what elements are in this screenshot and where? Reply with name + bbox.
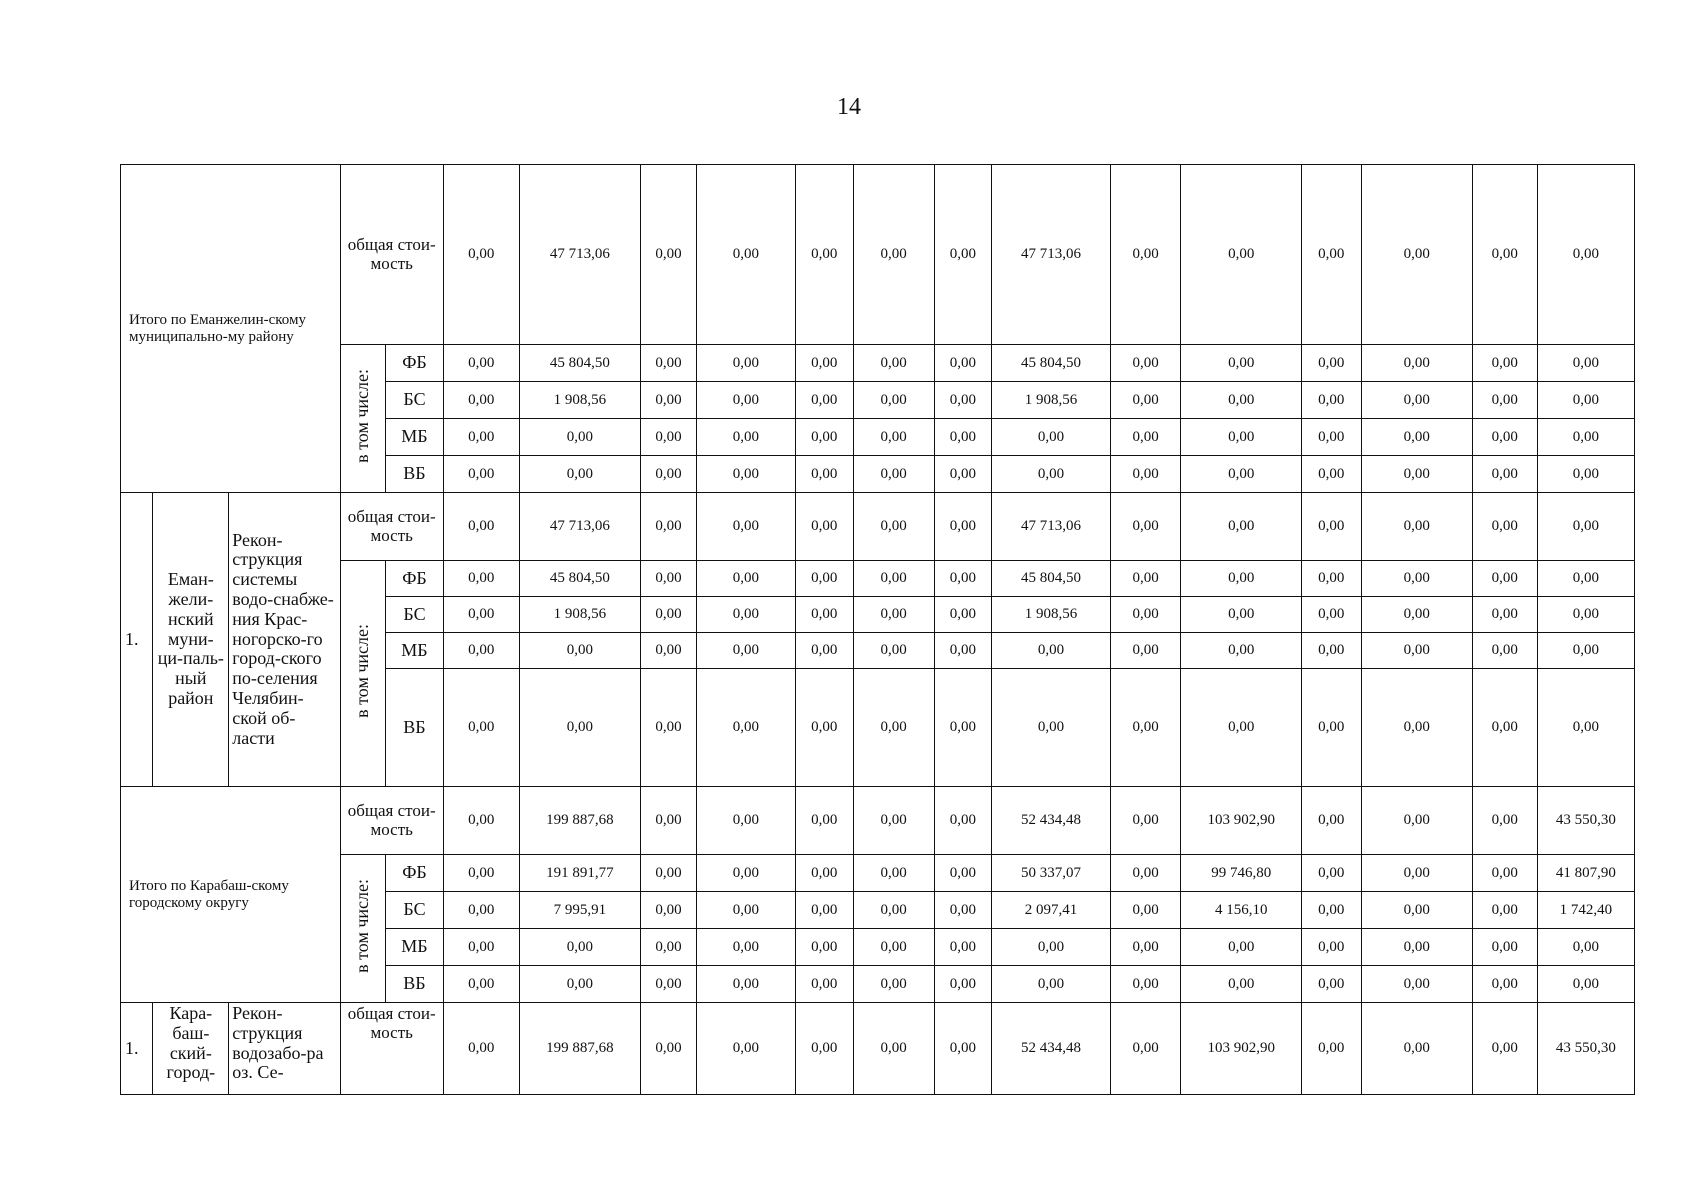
block-1-municipality: Еман-жели-нский муни-ци-паль-ный район <box>153 493 229 787</box>
cell: 0,00 <box>1301 892 1361 929</box>
budget-table <box>120 164 1635 1095</box>
cell: 0,00 <box>641 419 697 456</box>
cell: 199 887,68 <box>519 1003 640 1095</box>
cell: 99 746,80 <box>1181 855 1301 892</box>
cell: 0,00 <box>1301 855 1361 892</box>
cell: 0,00 <box>443 456 519 493</box>
cell: 0,00 <box>696 1003 795 1095</box>
cell: 0,00 <box>443 855 519 892</box>
cell: 0,00 <box>1110 456 1181 493</box>
cell: 4 156,10 <box>1181 892 1301 929</box>
cell: 0,00 <box>853 382 934 419</box>
cell: 0,00 <box>696 787 795 855</box>
fund-bs: БС <box>386 382 444 419</box>
cell: 0,00 <box>1537 597 1634 633</box>
cell: 0,00 <box>934 419 992 456</box>
cell: 0,00 <box>443 165 519 345</box>
cell: 0,00 <box>696 855 795 892</box>
cell: 0,00 <box>1472 382 1537 419</box>
cell: 0,00 <box>1110 787 1181 855</box>
cell: 0,00 <box>992 966 1110 1003</box>
cell: 0,00 <box>795 493 853 561</box>
cell: 0,00 <box>795 669 853 787</box>
cell: 0,00 <box>1361 1003 1472 1095</box>
cell: 0,00 <box>1472 493 1537 561</box>
cell: 0,00 <box>1301 493 1361 561</box>
cell: 0,00 <box>1472 855 1537 892</box>
cell: 0,00 <box>1301 165 1361 345</box>
cell: 0,00 <box>1301 929 1361 966</box>
cell: 0,00 <box>853 345 934 382</box>
cell: 0,00 <box>853 456 934 493</box>
cell: 0,00 <box>696 382 795 419</box>
cell: 0,00 <box>1361 382 1472 419</box>
cell: 0,00 <box>696 345 795 382</box>
cell: 0,00 <box>795 892 853 929</box>
cell: 0,00 <box>696 892 795 929</box>
cell: 0,00 <box>1472 633 1537 669</box>
cell: 0,00 <box>641 892 697 929</box>
cell: 0,00 <box>934 966 992 1003</box>
cell: 0,00 <box>1472 345 1537 382</box>
cell: 0,00 <box>443 929 519 966</box>
cell: 0,00 <box>1472 597 1537 633</box>
cell: 0,00 <box>934 1003 992 1095</box>
cell: 0,00 <box>992 929 1110 966</box>
cell: 0,00 <box>1472 456 1537 493</box>
cell: 0,00 <box>519 633 640 669</box>
cell: 0,00 <box>1301 633 1361 669</box>
cell: 0,00 <box>641 855 697 892</box>
cell: 0,00 <box>1537 345 1634 382</box>
cell: 0,00 <box>795 597 853 633</box>
cell: 0,00 <box>1537 493 1634 561</box>
cell: 1 742,40 <box>1537 892 1634 929</box>
cell: 0,00 <box>934 456 992 493</box>
cell: 103 902,90 <box>1181 1003 1301 1095</box>
cell: 0,00 <box>795 382 853 419</box>
cell: 0,00 <box>853 597 934 633</box>
cell: 0,00 <box>696 561 795 597</box>
cell: 0,00 <box>641 165 697 345</box>
cell: 0,00 <box>1361 597 1472 633</box>
cell: 0,00 <box>853 165 934 345</box>
cell: 0,00 <box>1361 892 1472 929</box>
cell: 0,00 <box>795 787 853 855</box>
cell: 0,00 <box>1110 561 1181 597</box>
block-0-in-total-label: в том числе: <box>340 345 386 493</box>
cell: 0,00 <box>443 787 519 855</box>
cell: 0,00 <box>1110 892 1181 929</box>
cell: 0,00 <box>443 892 519 929</box>
block-3-object: Рекон-струкция водозабо-ра оз. Се- <box>229 1003 340 1095</box>
cell: 0,00 <box>1472 929 1537 966</box>
cell: 47 713,06 <box>519 165 640 345</box>
fund-bs: БС <box>386 892 444 929</box>
cell: 0,00 <box>1472 669 1537 787</box>
cell: 0,00 <box>443 633 519 669</box>
fund-fb: ФБ <box>386 561 444 597</box>
cell: 0,00 <box>1537 966 1634 1003</box>
fund-bs: БС <box>386 597 444 633</box>
cell: 0,00 <box>992 419 1110 456</box>
cell: 0,00 <box>443 345 519 382</box>
cell: 0,00 <box>1472 892 1537 929</box>
block-2-total-label: общая стои-мость <box>340 787 443 855</box>
cell: 191 891,77 <box>519 855 640 892</box>
cell: 0,00 <box>1301 1003 1361 1095</box>
cell: 0,00 <box>519 929 640 966</box>
block-0-title: Итого по Еманжелин-скому муниципально-му району <box>121 165 341 493</box>
fund-fb: ФБ <box>386 345 444 382</box>
cell: 0,00 <box>1301 561 1361 597</box>
cell: 0,00 <box>641 597 697 633</box>
cell: 0,00 <box>641 456 697 493</box>
cell: 0,00 <box>1181 456 1301 493</box>
cell: 0,00 <box>1361 165 1472 345</box>
cell: 0,00 <box>853 669 934 787</box>
cell: 0,00 <box>696 165 795 345</box>
cell: 0,00 <box>443 597 519 633</box>
cell: 0,00 <box>1537 456 1634 493</box>
cell: 0,00 <box>1537 929 1634 966</box>
cell: 0,00 <box>795 419 853 456</box>
cell: 0,00 <box>1181 929 1301 966</box>
block-2-total-row <box>121 787 1635 855</box>
cell: 45 804,50 <box>992 561 1110 597</box>
cell: 0,00 <box>795 561 853 597</box>
cell: 0,00 <box>795 345 853 382</box>
block-1-total-label: общая стои-мость <box>340 493 443 561</box>
cell: 0,00 <box>795 929 853 966</box>
cell: 0,00 <box>1301 669 1361 787</box>
cell: 47 713,06 <box>992 493 1110 561</box>
cell: 0,00 <box>1537 165 1634 345</box>
cell: 0,00 <box>1361 633 1472 669</box>
cell: 0,00 <box>1181 669 1301 787</box>
cell: 0,00 <box>1181 493 1301 561</box>
cell: 52 434,48 <box>992 1003 1110 1095</box>
cell: 0,00 <box>1110 929 1181 966</box>
cell: 0,00 <box>934 855 992 892</box>
cell: 0,00 <box>1181 419 1301 456</box>
table-body <box>121 165 1635 1095</box>
cell: 0,00 <box>696 419 795 456</box>
cell: 2 097,41 <box>992 892 1110 929</box>
cell: 0,00 <box>641 966 697 1003</box>
block-3-municipality: Кара-баш-ский-город- <box>153 1003 229 1095</box>
cell: 0,00 <box>1181 966 1301 1003</box>
cell: 0,00 <box>934 597 992 633</box>
cell: 0,00 <box>853 855 934 892</box>
fund-mb: МБ <box>386 419 444 456</box>
cell: 47 713,06 <box>519 493 640 561</box>
fund-mb: МБ <box>386 633 444 669</box>
cell: 0,00 <box>1301 787 1361 855</box>
block-3-total-label: общая стои-мость <box>340 1003 443 1095</box>
cell: 0,00 <box>853 966 934 1003</box>
cell: 0,00 <box>1181 382 1301 419</box>
block-2-fb-row <box>121 855 1635 892</box>
cell: 0,00 <box>853 892 934 929</box>
cell: 0,00 <box>853 561 934 597</box>
cell: 103 902,90 <box>1181 787 1301 855</box>
cell: 0,00 <box>1181 561 1301 597</box>
cell: 0,00 <box>1110 165 1181 345</box>
cell: 0,00 <box>641 561 697 597</box>
cell: 0,00 <box>519 669 640 787</box>
block-2-title: Итого по Карабаш-скому городскому округу <box>121 787 341 1003</box>
cell: 0,00 <box>641 493 697 561</box>
cell: 0,00 <box>1472 966 1537 1003</box>
cell: 0,00 <box>853 787 934 855</box>
cell: 0,00 <box>443 419 519 456</box>
cell: 0,00 <box>1361 561 1472 597</box>
cell: 0,00 <box>443 382 519 419</box>
cell: 0,00 <box>853 633 934 669</box>
cell: 0,00 <box>519 419 640 456</box>
cell: 0,00 <box>1537 561 1634 597</box>
cell: 0,00 <box>1110 669 1181 787</box>
cell: 0,00 <box>1472 165 1537 345</box>
cell: 0,00 <box>1110 855 1181 892</box>
cell: 43 550,30 <box>1537 787 1634 855</box>
cell: 0,00 <box>696 597 795 633</box>
cell: 0,00 <box>696 929 795 966</box>
cell: 0,00 <box>1301 966 1361 1003</box>
block-0-fb-row <box>121 345 1635 382</box>
cell: 0,00 <box>1472 419 1537 456</box>
cell: 0,00 <box>696 633 795 669</box>
cell: 0,00 <box>934 345 992 382</box>
cell: 0,00 <box>443 1003 519 1095</box>
cell: 0,00 <box>1361 855 1472 892</box>
cell: 0,00 <box>934 892 992 929</box>
cell: 0,00 <box>795 633 853 669</box>
cell: 0,00 <box>1110 382 1181 419</box>
cell: 0,00 <box>853 493 934 561</box>
cell: 0,00 <box>641 929 697 966</box>
cell: 0,00 <box>1301 456 1361 493</box>
cell: 0,00 <box>1472 561 1537 597</box>
block-2-in-total-label: в том числе: <box>340 855 386 1003</box>
cell: 0,00 <box>1361 966 1472 1003</box>
cell: 0,00 <box>795 165 853 345</box>
cell: 0,00 <box>1537 419 1634 456</box>
cell: 45 804,50 <box>519 345 640 382</box>
cell: 0,00 <box>934 493 992 561</box>
cell: 0,00 <box>1361 669 1472 787</box>
fund-vb: ВБ <box>386 456 444 493</box>
page-number: 14 <box>837 94 861 120</box>
fund-fb: ФБ <box>386 855 444 892</box>
cell: 0,00 <box>1537 382 1634 419</box>
cell: 0,00 <box>641 345 697 382</box>
block-1-in-total-label: в том числе: <box>340 561 386 787</box>
cell: 0,00 <box>696 966 795 1003</box>
cell: 1 908,56 <box>519 382 640 419</box>
cell: 0,00 <box>519 966 640 1003</box>
cell: 199 887,68 <box>519 787 640 855</box>
cell: 0,00 <box>992 633 1110 669</box>
cell: 0,00 <box>853 419 934 456</box>
cell: 41 807,90 <box>1537 855 1634 892</box>
cell: 43 550,30 <box>1537 1003 1634 1095</box>
cell: 0,00 <box>1361 493 1472 561</box>
block-1-object: Рекон-струкция системы водо-снабже-ния Крас-ногорско-го город-ского по-селения Челябин-ской об-ласти <box>229 493 340 787</box>
cell: 50 337,07 <box>992 855 1110 892</box>
cell: 52 434,48 <box>992 787 1110 855</box>
cell: 0,00 <box>641 382 697 419</box>
cell: 0,00 <box>795 966 853 1003</box>
cell: 0,00 <box>1301 345 1361 382</box>
cell: 0,00 <box>641 1003 697 1095</box>
cell: 0,00 <box>443 561 519 597</box>
cell: 0,00 <box>795 456 853 493</box>
cell: 0,00 <box>696 669 795 787</box>
cell: 0,00 <box>696 493 795 561</box>
fund-mb: МБ <box>386 929 444 966</box>
cell: 0,00 <box>443 966 519 1003</box>
cell: 0,00 <box>519 456 640 493</box>
cell: 7 995,91 <box>519 892 640 929</box>
cell: 0,00 <box>1181 165 1301 345</box>
cell: 0,00 <box>934 382 992 419</box>
block-1-fb-row <box>121 561 1635 597</box>
block-1-index: 1. <box>121 493 153 787</box>
cell: 0,00 <box>1110 345 1181 382</box>
cell: 0,00 <box>1110 966 1181 1003</box>
cell: 0,00 <box>1361 419 1472 456</box>
cell: 0,00 <box>934 787 992 855</box>
cell: 0,00 <box>1301 382 1361 419</box>
fund-vb: ВБ <box>386 669 444 787</box>
cell: 0,00 <box>696 456 795 493</box>
cell: 0,00 <box>934 633 992 669</box>
cell: 0,00 <box>934 669 992 787</box>
block-0-total-row <box>121 165 1635 345</box>
cell: 0,00 <box>443 669 519 787</box>
cell: 0,00 <box>1301 419 1361 456</box>
block-3-total-row <box>121 1003 1635 1095</box>
cell: 0,00 <box>934 929 992 966</box>
cell: 0,00 <box>1472 1003 1537 1095</box>
block-3-index: 1. <box>121 1003 153 1095</box>
cell: 0,00 <box>1181 597 1301 633</box>
cell: 45 804,50 <box>992 345 1110 382</box>
cell: 0,00 <box>1361 456 1472 493</box>
cell: 1 908,56 <box>519 597 640 633</box>
cell: 0,00 <box>1110 597 1181 633</box>
block-0-total-label: общая стои-мость <box>340 165 443 345</box>
cell: 0,00 <box>1110 1003 1181 1095</box>
cell: 0,00 <box>1110 419 1181 456</box>
cell: 0,00 <box>992 669 1110 787</box>
cell: 0,00 <box>1181 633 1301 669</box>
cell: 0,00 <box>1537 633 1634 669</box>
cell: 0,00 <box>1181 345 1301 382</box>
block-1-total-row <box>121 493 1635 561</box>
cell: 0,00 <box>1361 345 1472 382</box>
fund-vb: ВБ <box>386 966 444 1003</box>
cell: 1 908,56 <box>992 382 1110 419</box>
cell: 1 908,56 <box>992 597 1110 633</box>
cell: 0,00 <box>1110 493 1181 561</box>
cell: 0,00 <box>795 1003 853 1095</box>
cell: 0,00 <box>853 929 934 966</box>
cell: 0,00 <box>1472 787 1537 855</box>
cell: 0,00 <box>1110 633 1181 669</box>
cell: 45 804,50 <box>519 561 640 597</box>
cell: 0,00 <box>641 787 697 855</box>
cell: 0,00 <box>992 456 1110 493</box>
cell: 0,00 <box>1301 597 1361 633</box>
cell: 0,00 <box>1361 929 1472 966</box>
cell: 0,00 <box>1361 787 1472 855</box>
cell: 0,00 <box>443 493 519 561</box>
cell: 0,00 <box>641 633 697 669</box>
cell: 0,00 <box>795 855 853 892</box>
cell: 0,00 <box>934 561 992 597</box>
cell: 0,00 <box>853 1003 934 1095</box>
cell: 0,00 <box>641 669 697 787</box>
cell: 0,00 <box>934 165 992 345</box>
cell: 47 713,06 <box>992 165 1110 345</box>
cell: 0,00 <box>1537 669 1634 787</box>
